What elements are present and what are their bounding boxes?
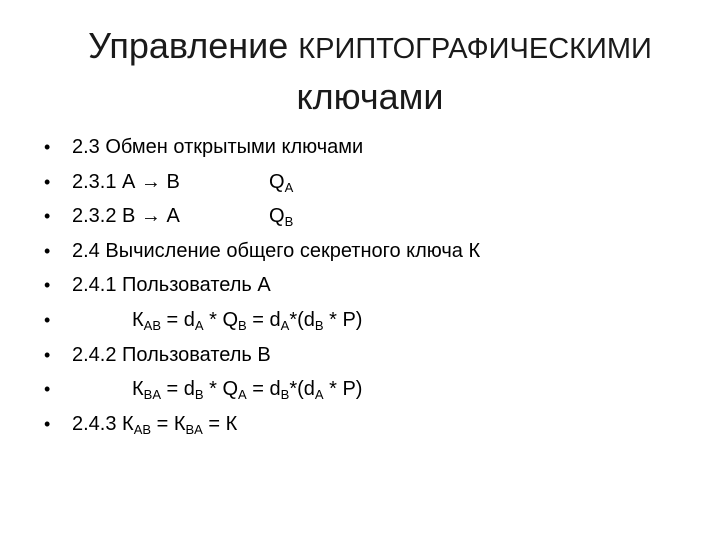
- bullet-icon: •: [44, 275, 51, 296]
- bullet-text: 2.4.1 Пользователь А: [72, 274, 271, 297]
- bullet-icon: •: [44, 413, 51, 434]
- bullet-icon: •: [44, 344, 51, 365]
- formula-text: $К_{BA} = d_B * Q_A = d_B*(d_A * P)$: [132, 378, 363, 403]
- bullet-icon: •: [44, 309, 51, 330]
- formula-text: 2.4.3 $К_{AB} = К_{BA} = К$: [72, 412, 238, 437]
- slide-title: [40, 22, 700, 121]
- title-word-1: Управление: [88, 25, 299, 66]
- bullet-text: 2.4.2 Пользователь В: [72, 343, 271, 366]
- bullet-icon: •: [44, 379, 51, 400]
- bullet-text: 2.3.2 В → А: [72, 205, 180, 228]
- bullet-icon: •: [44, 171, 51, 192]
- bullet-text: 2.3.1 А → В: [72, 170, 180, 193]
- bullet-text: 2.3 Обмен открытыми ключами: [72, 136, 364, 158]
- title-line-2: ключами: [296, 76, 444, 117]
- public-key-label: $Q_B$: [269, 205, 294, 230]
- formula-text: $К_{AB} = d_A * Q_B = d_A*(d_B * P)$: [132, 308, 363, 333]
- bullet-text: 2.4 Вычисление общего секретного ключа К: [72, 239, 481, 262]
- bullet-icon: •: [44, 240, 51, 261]
- title-line-1: [40, 22, 700, 73]
- title-word-2: КРИПТОГРАФИЧЕСКИМИ: [298, 33, 652, 65]
- bullet-icon: •: [44, 137, 51, 157]
- public-key-label: $Q_A$: [269, 170, 294, 195]
- bullet-icon: •: [44, 206, 51, 227]
